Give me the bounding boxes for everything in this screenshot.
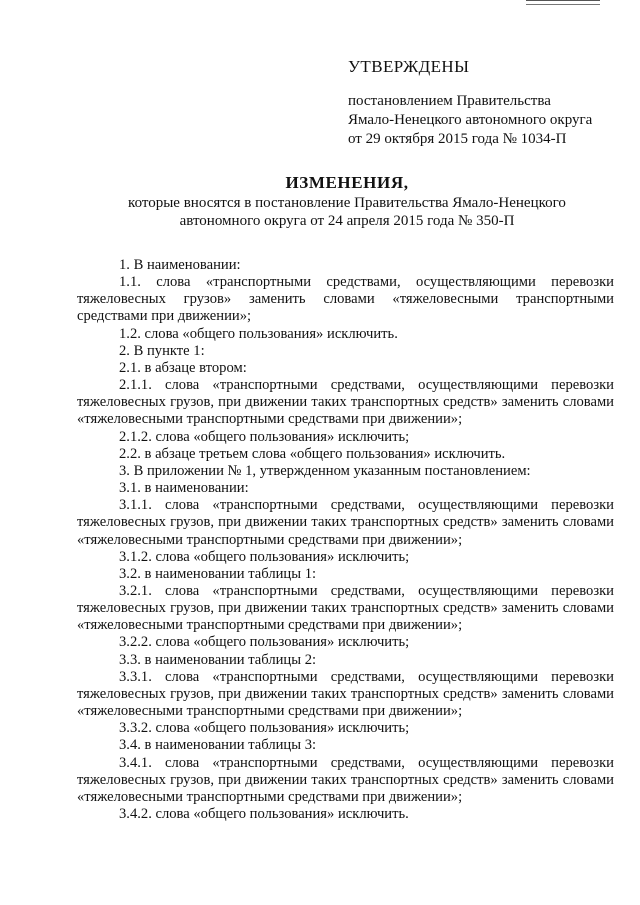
item-3-4-1: 3.4.1. слова «транспортными средствами, осуществляющими перевозки тяжеловесных грузов, при движении таких транспортных средств» заменить словами «тяжеловесными транспортными средствами при движении»;	[77, 754, 614, 805]
item-3-2-1: 3.2.1. слова «транспортными средствами, осуществляющими перевозки тяжеловесных грузов, при движении таких транспортных средств» заменить словами «тяжеловесными транспортными средствами при движении»;	[77, 582, 614, 634]
amendments-list	[77, 257, 614, 823]
item-3-4-2: 3.4.2. слова «общего пользования» исключить.	[119, 806, 409, 822]
title-block	[60, 172, 634, 230]
item-3-4: 3.4. в наименовании таблицы 3:	[119, 737, 317, 754]
approval-block	[348, 56, 608, 149]
item-3-2-2: 3.2.2. слова «общего пользования» исключить;	[119, 634, 410, 651]
document-title: ИЗМЕНЕНИЯ,	[285, 173, 409, 192]
item-2-1-1: 2.1.1. слова «транспортными средствами, осуществляющими перевозки тяжеловесных грузов, при движении таких транспортных средств» заменить словами «тяжеловесными транспортными средствами при движении»;	[77, 377, 614, 428]
approval-line-1: постановлением Правительства	[348, 93, 551, 109]
item-3-3-2: 3.3.2. слова «общего пользования» исключить;	[119, 720, 410, 737]
approval-line-3: от 29 октября 2015 года № 1034-П	[348, 131, 567, 147]
item-3-3-1: 3.3.1. слова «транспортными средствами, осуществляющими перевозки тяжеловесных грузов, при движении таких транспортных средств» заменить словами «тяжеловесными транспортными средствами при движении»;	[77, 668, 614, 720]
item-1: 1. В наименовании:	[119, 257, 241, 273]
item-2-1: 2.1. в абзаце втором:	[119, 359, 247, 376]
item-2: 2. В пункте 1:	[119, 342, 205, 359]
document-subtitle-line-1: которые вносятся в постановление Правительства Ямало-Ненецкого	[128, 195, 566, 211]
item-3-1: 3.1. в наименовании:	[119, 480, 249, 497]
item-1-1: 1.1. слова «транспортными средствами, осуществляющими перевозки тяжеловесных грузов» заменить словами «тяжеловесными транспортными средствами при движении»;	[77, 274, 614, 325]
item-2-2: 2.2. в абзаце третьем слова «общего пользования» исключить.	[119, 445, 506, 462]
corner-scan-mark	[526, 0, 600, 5]
approval-line-2: Ямало-Ненецкого автономного округа	[348, 112, 593, 128]
item-3-1-2: 3.1.2. слова «общего пользования» исключить;	[119, 548, 410, 565]
item-1-2: 1.2. слова «общего пользования» исключить.	[119, 325, 398, 342]
approval-heading: УТВЕРЖДЕНЫ	[348, 57, 470, 76]
item-3: 3. В приложении № 1, утвержденном указанным постановлением:	[119, 462, 531, 479]
item-2-1-2: 2.1.2. слова «общего пользования» исключить;	[119, 428, 410, 445]
item-3-3: 3.3. в наименовании таблицы 2:	[119, 651, 317, 668]
item-3-2: 3.2. в наименовании таблицы 1:	[119, 565, 317, 582]
document-subtitle-line-2: автономного округа от 24 апреля 2015 года № 350-П	[179, 213, 515, 229]
item-3-1-1: 3.1.1. слова «транспортными средствами, осуществляющими перевозки тяжеловесных грузов, при движении таких транспортных средств» заменить словами «тяжеловесными транспортными средствами при движении»;	[77, 497, 614, 548]
